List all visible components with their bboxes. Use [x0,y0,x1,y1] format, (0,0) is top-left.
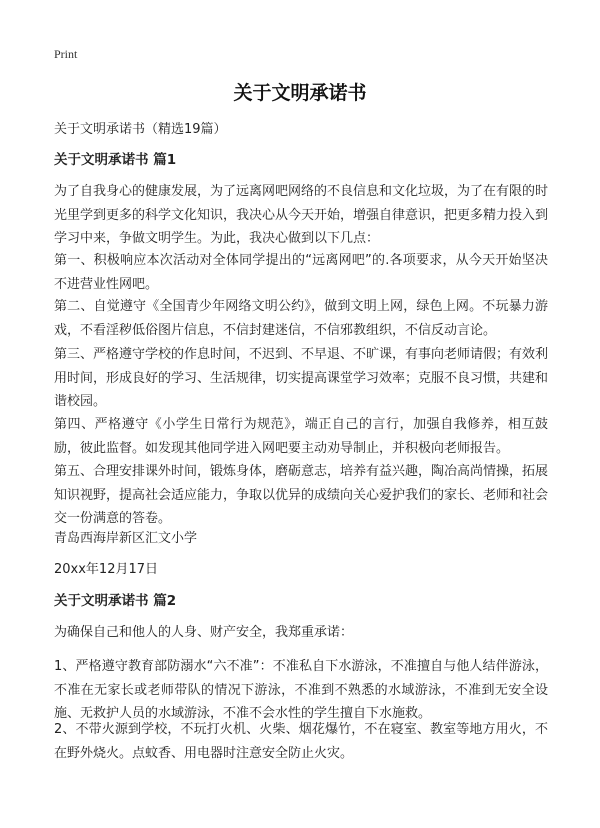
section-2-paragraph-2: 2、不带火源到学校，不玩打火机、火柴、烟花爆竹，不在寝室、教室等地方用火，不在野外烧火。点蚊香、用电器时注意安全防止火灾。 [54,722,548,761]
section-1-heading: 关于文明承诺书 篇1 [54,152,177,168]
section-1-paragraph-4: 第四、严格遵守《小学生日常行为规范》，端正自己的言行，加强自我修养，相互鼓励，彼此监督。如发现其他同学进入网吧要主动劝导制止，并积极向老师报告。 [54,417,548,456]
section-1-paragraph-3: 第三、严格遵守学校的作息时间，不迟到、不早退、不旷课，有事向老师请假；有效利用时间，形成良好的学习、生活规律，切实提高课堂学习效率；克服不良习惯，共建和谐校园。 [54,347,549,409]
print-link[interactable]: Print [54,47,78,61]
section-1-paragraph-1: 第一、积极响应本次活动对全体同学提出的“远离网吧”的.各项要求，从今天开始坚决不进营业性网吧。 [54,253,548,292]
section-1-paragraph-5: 第五、合理安排课外时间，锻炼身体，磨砺意志，培养有益兴趣，陶冶高尚情操，拓展知识视野，提高社会适应能力，争取以优异的成绩向关心爱护我们的家长、老师和社会交一份满意的答卷。 [54,464,549,526]
section-1-paragraph-2: 第二、自觉遵守《全国青少年网络文明公约》，做到文明上网，绿色上网。不玩暴力游戏，不看淫秽低俗图片信息，不信封建迷信，不信邪教组织，不信反动言论。 [54,299,548,338]
document-title: 关于文明承诺书 [233,82,367,104]
section-1-signature: 青岛西海岸新区汇文小学 [54,531,198,546]
document-subtitle: 关于文明承诺书（精选19篇） [54,122,227,137]
section-2-paragraph-1: 1、严格遵守教育部防溺水“六不准”：不准私自下水游泳，不准擅自与他人结伴游泳，不准在无家长或老师带队的情况下游泳，不准到不熟悉的水域游泳，不准到无安全设施、无救护人员的水域游泳，不准不会水性的学生擅自下水施救。 [54,659,548,721]
section-1-paragraph-intro: 为了自我身心的健康发展，为了远离网吧网络的不良信息和文化垃圾，为了在有限的时光里学到更多的科学文化知识，我决心从今天开始，增强自律意识，把更多精力投入到学习中来，争做文明学生。为此，我决心做到以下几点： [54,184,549,246]
section-2-paragraph-intro: 为确保自己和他人的人身、财产安全，我郑重承诺： [54,625,354,640]
section-2-heading: 关于文明承诺书 篇2 [54,593,177,609]
section-1-date: 20xx年12月17日 [54,562,159,577]
